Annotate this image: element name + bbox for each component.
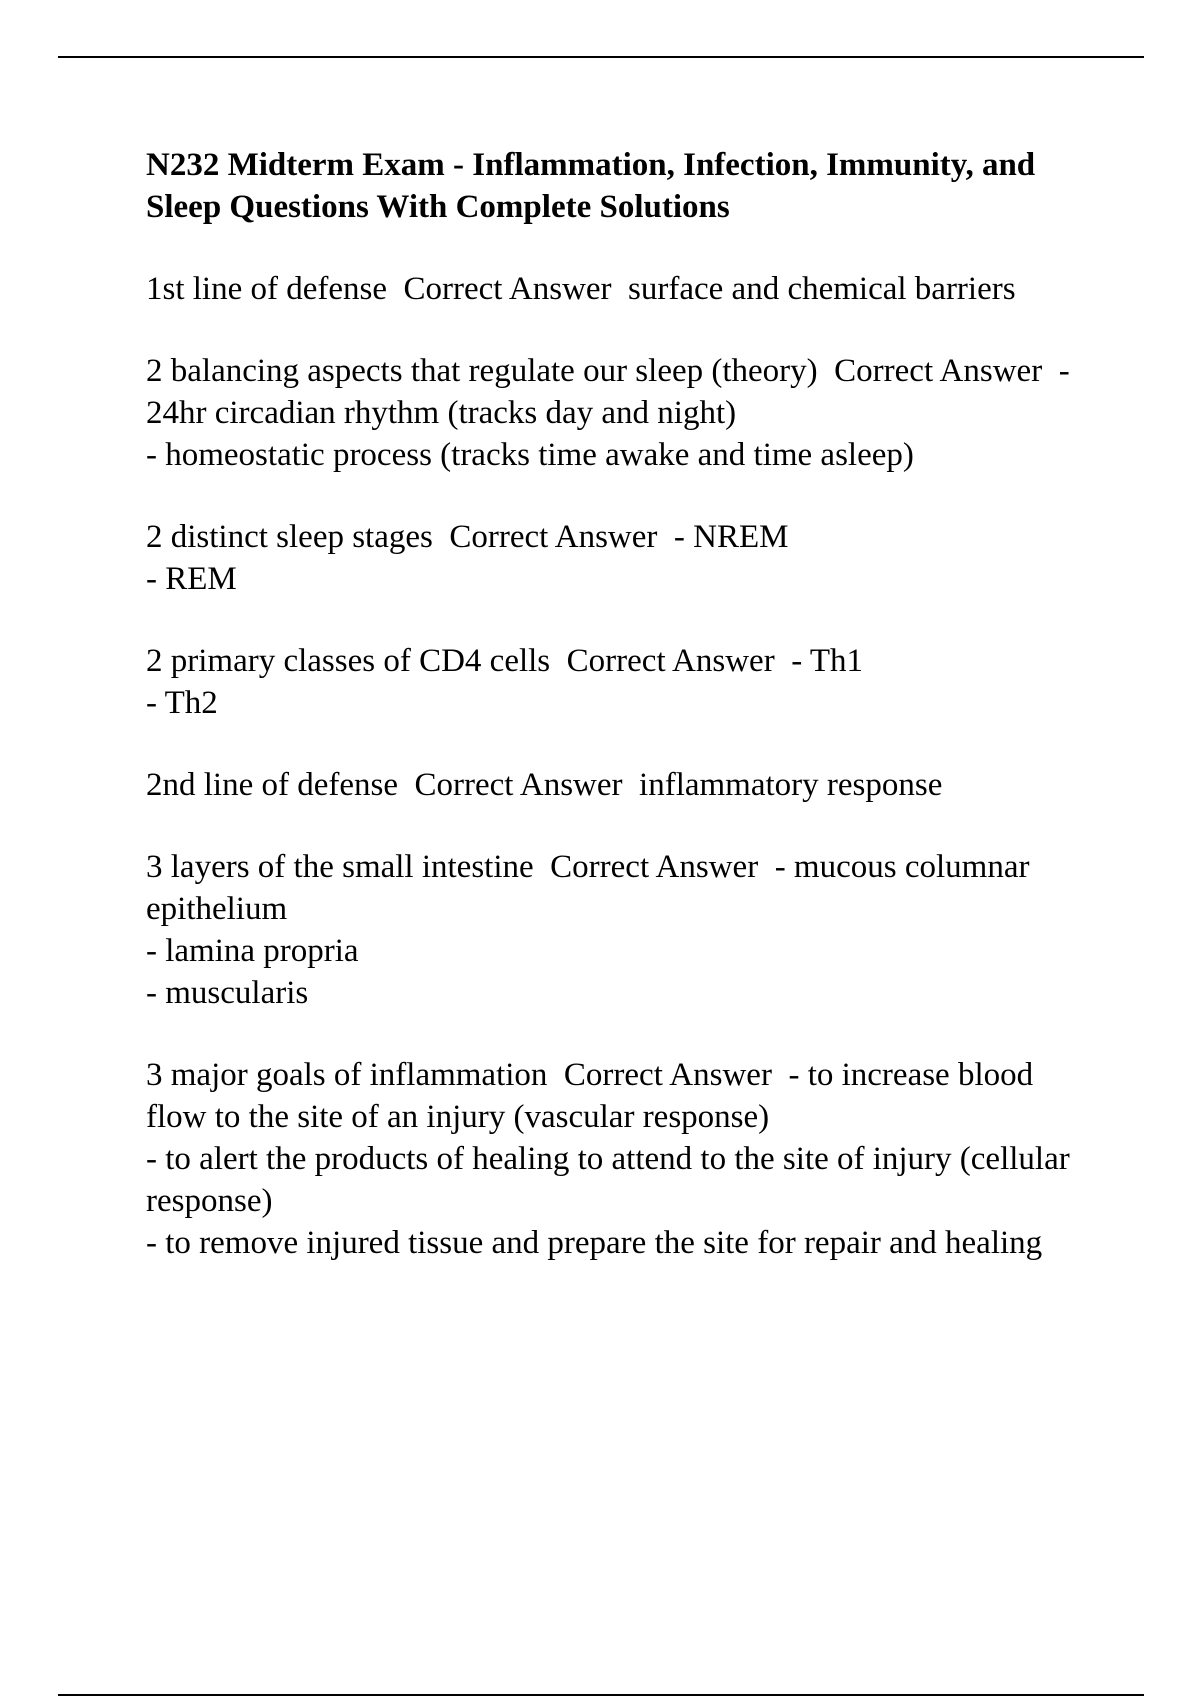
answer-text: - mucous columnar epithelium - lamina propria - muscularis [146, 849, 1030, 1011]
bottom-rule [58, 1694, 1144, 1696]
qa-entry-3 [146, 516, 1096, 600]
answer-label: Correct Answer [403, 271, 612, 307]
question-text: 3 layers of the small intestine [146, 849, 534, 885]
answer-label: Correct Answer [834, 353, 1043, 389]
qa-entry-7 [146, 1054, 1096, 1264]
document-title: N232 Midterm Exam - Inflammation, Infection, Immunity, and Sleep Questions With Complete Solutions [146, 147, 1036, 225]
question-text: 2 distinct sleep stages [146, 519, 433, 555]
answer-label: Correct Answer [566, 643, 775, 679]
answer-text: surface and chemical barriers [628, 271, 1016, 307]
answer-label: Correct Answer [414, 767, 623, 803]
answer-text: - to increase blood flow to the site of an injury (vascular response) - to alert the products of healing to attend to the site of injury (cellular response) - to remove injured tissue and prepare the site for repair and healing [146, 1057, 1070, 1261]
qa-entry-5 [146, 764, 1096, 806]
question-text: 1st line of defense [146, 271, 388, 307]
answer-text: - Th1 - Th2 [146, 643, 863, 721]
answer-text: inflammatory response [639, 767, 943, 803]
qa-entry-2 [146, 350, 1096, 476]
question-text: 2 balancing aspects that regulate our sleep (theory) [146, 353, 818, 389]
answer-label: Correct Answer [550, 849, 759, 885]
question-text: 3 major goals of inflammation [146, 1057, 548, 1093]
document-body [146, 144, 1096, 1304]
top-rule [58, 56, 1144, 58]
answer-label: Correct Answer [563, 1057, 772, 1093]
question-text: 2nd line of defense [146, 767, 398, 803]
answer-text: - 24hr circadian rhythm (tracks day and night) - homeostatic process (tracks time awake and time asleep) [146, 353, 1070, 473]
question-text: 2 primary classes of CD4 cells [146, 643, 551, 679]
qa-entry-6 [146, 846, 1096, 1014]
qa-entry-4 [146, 640, 1096, 724]
qa-entry-1 [146, 268, 1096, 310]
answer-text: - NREM - REM [146, 519, 789, 597]
answer-label: Correct Answer [449, 519, 658, 555]
